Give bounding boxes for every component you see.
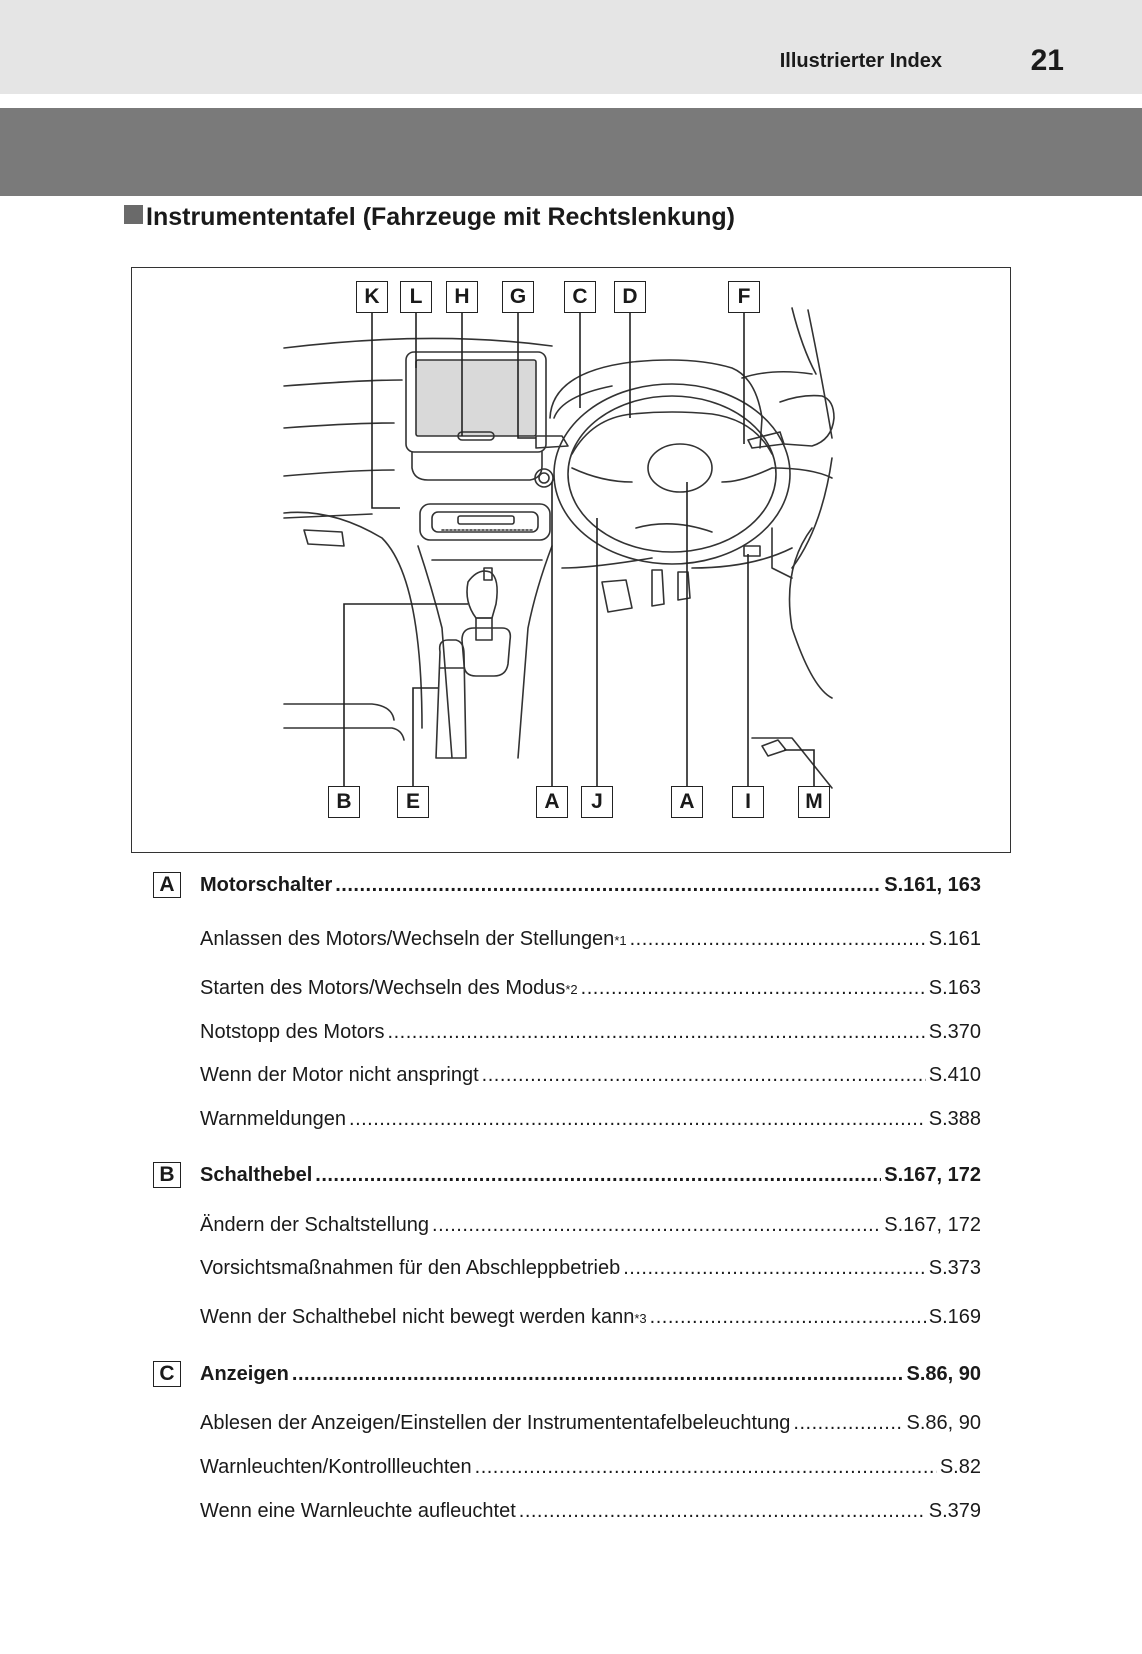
index-subentry: [200, 1214, 981, 1237]
page-reference[interactable]: S.379: [928, 1500, 981, 1522]
callout-b-bottom-0: B: [328, 786, 360, 818]
index-subentry: Wenn der Schalthebel nicht bewegt werden kann *3 ..... S.169: [200, 1306, 981, 1329]
dot-leader: [793, 1412, 903, 1435]
subentry-label: Wenn der Motor nicht anspringt: [200, 1064, 479, 1086]
dot-leader: [650, 1306, 926, 1329]
callout-a-bottom-4: A: [671, 786, 703, 818]
index-subentry: [200, 1257, 981, 1280]
subentry-label: Wenn eine Warnleuchte aufleuchtet: [200, 1500, 516, 1522]
dot-leader: [349, 1108, 926, 1131]
page-reference[interactable]: S.370: [928, 1021, 981, 1043]
subentry-label: Ändern der Schaltstellung: [200, 1214, 430, 1236]
page-reference[interactable]: S.388: [928, 1108, 981, 1130]
page-reference[interactable]: S.163: [928, 977, 981, 999]
dot-leader: [432, 1214, 881, 1237]
page-reference[interactable]: S.373: [928, 1257, 981, 1279]
callout-f-top: F: [728, 281, 760, 313]
page-reference[interactable]: S.82: [939, 1456, 981, 1478]
page-reference[interactable]: S.86, 90: [906, 1412, 981, 1434]
index-entry-title: [200, 1164, 981, 1187]
dashboard-illustration: [131, 267, 1011, 853]
callout-j-bottom-3: J: [581, 786, 613, 818]
dot-leader: [519, 1500, 926, 1523]
entry-title: Anzeigen: [200, 1363, 289, 1385]
dot-leader: [335, 874, 881, 897]
page-reference[interactable]: S.167, 172: [884, 1214, 981, 1236]
subentry-label: Starten des Motors/Wechseln des Modus: [200, 977, 566, 999]
index-subentry: [200, 1064, 981, 1087]
page-number: 21: [1030, 44, 1064, 77]
index-entry-title: [200, 874, 981, 897]
chapter-band: [0, 108, 1142, 196]
callout-d-top: D: [614, 281, 646, 313]
entry-letter-box: B: [153, 1162, 181, 1188]
index-subentry: [200, 1500, 981, 1523]
dot-leader: [292, 1363, 904, 1386]
dot-leader: [475, 1456, 937, 1479]
subentry-label: Warnmeldungen: [200, 1108, 347, 1130]
index-subentry: [200, 1108, 981, 1131]
dot-leader: [315, 1164, 881, 1187]
entry-letter-box: A: [153, 872, 181, 898]
section-name: Illustrierter Index: [779, 50, 942, 72]
subentry-label: Ablesen der Anzeigen/Einstellen der Instrumententafelbeleuchtung: [200, 1412, 791, 1434]
subentry-label: Warnleuchten/Kontrollleuchten: [200, 1456, 472, 1478]
dot-leader: [630, 928, 926, 951]
index-subentry: Starten des Motors/Wechseln des Modus *2 ..... S.163: [200, 977, 981, 1000]
page-title: [124, 203, 735, 232]
subentry-label: Wenn der Schalthebel nicht bewegt werden kann: [200, 1306, 635, 1328]
callout-k-top: K: [356, 281, 388, 313]
subentry-label: Notstopp des Motors: [200, 1021, 385, 1043]
page-title-text: Instrumententafel (Fahrzeuge mit Rechtslenkung): [146, 203, 735, 231]
entry-title: Schalthebel: [200, 1164, 313, 1186]
subentry-label: Vorsichtsmaßnahmen für den Abschleppbetrieb: [200, 1257, 621, 1279]
heading-square-icon: [124, 205, 143, 224]
dashboard-drawing: [132, 268, 1012, 854]
callout-i-bottom-5: I: [732, 786, 764, 818]
callout-h-top: H: [446, 281, 478, 313]
callout-m-bottom-6: M: [798, 786, 830, 818]
page-reference[interactable]: S.86, 90: [906, 1363, 981, 1385]
page-reference[interactable]: S.410: [928, 1064, 981, 1086]
callout-g-top: G: [502, 281, 534, 313]
dot-leader: [581, 977, 926, 1000]
page-reference[interactable]: S.169: [928, 1306, 981, 1328]
dot-leader: [623, 1257, 925, 1280]
index-subentry: Anlassen des Motors/Wechseln der Stellungen *1 ..... S.161: [200, 928, 981, 951]
index-entry-title: [200, 1363, 981, 1386]
page-header: [0, 0, 1142, 94]
entry-letter-box: C: [153, 1361, 181, 1387]
page-reference[interactable]: S.161: [928, 928, 981, 950]
dot-leader: [388, 1021, 926, 1044]
page-reference[interactable]: S.167, 172: [884, 1164, 981, 1186]
callout-c-top: C: [564, 281, 596, 313]
callout-e-bottom-1: E: [397, 786, 429, 818]
entry-title: Motorschalter: [200, 874, 333, 896]
index-subentry: [200, 1021, 981, 1044]
callout-l-top: L: [400, 281, 432, 313]
callout-a-bottom-2: A: [536, 786, 568, 818]
dot-leader: [482, 1064, 926, 1087]
page-reference[interactable]: S.161, 163: [884, 874, 981, 896]
index-subentry: [200, 1456, 981, 1479]
subentry-label: Anlassen des Motors/Wechseln der Stellungen: [200, 928, 615, 950]
index-subentry: [200, 1412, 981, 1435]
